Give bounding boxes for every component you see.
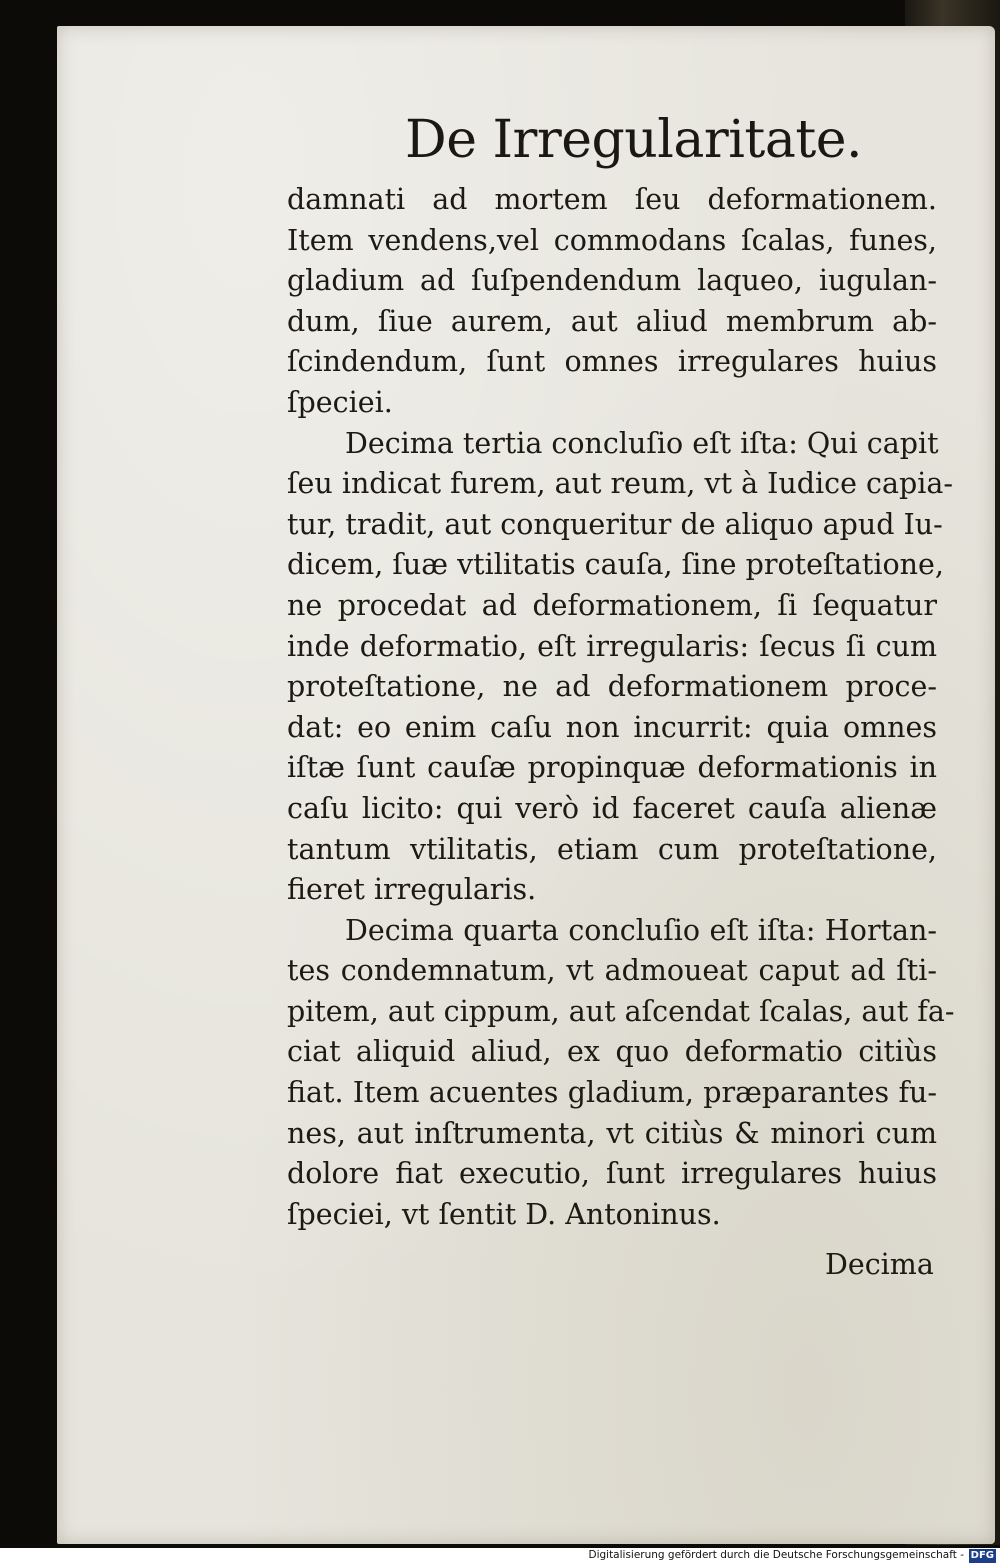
text-line: Item vendens,vel commodans ſcalas, funes, [287, 223, 937, 257]
catchword: Decima [825, 1248, 934, 1281]
text-line: fiat. Item acuentes gladium, præparantes fu- [287, 1076, 937, 1110]
text-line: fieret irregularis. [287, 873, 537, 907]
text-line: pitem, aut cippum, aut aſcendat ſcalas, aut fa- [287, 994, 955, 1028]
text-line: Decima quarta concluſio eſt iſta: Hortan- [345, 913, 937, 947]
text-line: ſpeciei, vt ſentit D. Antoninus. [287, 1197, 721, 1231]
text-line: nes, aut inſtrumenta, vt citiùs & minori cum [287, 1116, 937, 1150]
text-line: gladium ad ſuſpendendum laqueo, iugulan- [287, 264, 937, 298]
text-line: dicem, ſuæ vtilitatis cauſa, ſine proteſtatione, [287, 548, 944, 582]
text-line: iſtæ ſunt cauſæ propinquæ deformationis in [287, 751, 937, 785]
running-head: De Irregularitate. [405, 110, 863, 170]
text-line: caſu licito: qui verò id faceret cauſa alienæ [287, 791, 937, 825]
text-line: ne procedat ad deformationem, ſi ſequatur [287, 588, 937, 622]
text-line: proteſtatione, ne ad deformationem proce- [287, 670, 937, 704]
body-text [287, 180, 955, 1235]
text-line: ſpeciei. [287, 385, 393, 419]
text-line: dat: eo enim caſu non incurrit: quia omnes [287, 710, 937, 744]
text-line: tur, tradit, aut conqueritur de aliquo apud Iu- [287, 507, 943, 541]
text-line: ſeu indicat furem, aut reum, vt à Iudice capia- [287, 467, 953, 501]
text-line: ciat aliquid aliud, ex quo deformatio citiùs [287, 1035, 937, 1069]
text-line: tes condemnatum, vt admoueat caput ad ſti- [287, 954, 937, 988]
text-line: Decima tertia concluſio eſt iſta: Qui capit [345, 426, 939, 460]
text-line: damnati ad mortem ſeu deformationem. [287, 183, 937, 216]
text-line: dum, ſiue aurem, aut aliud membrum ab- [287, 304, 937, 338]
funding-credit: Digitalisierung gefördert durch die Deutsche Forschungsgemeinschaft - [588, 1549, 964, 1561]
dfg-logo: DFG [970, 1550, 994, 1561]
text-line: ſcindendum, ſunt omnes irregulares huius [287, 345, 937, 379]
text-line: dolore fiat executio, ſunt irregulares huius [287, 1157, 937, 1191]
text-line: tantum vtilitatis, etiam cum proteſtatione, [287, 832, 937, 866]
text-line: inde deformatio, eſt irregularis: ſecus ſi cum [287, 629, 937, 663]
